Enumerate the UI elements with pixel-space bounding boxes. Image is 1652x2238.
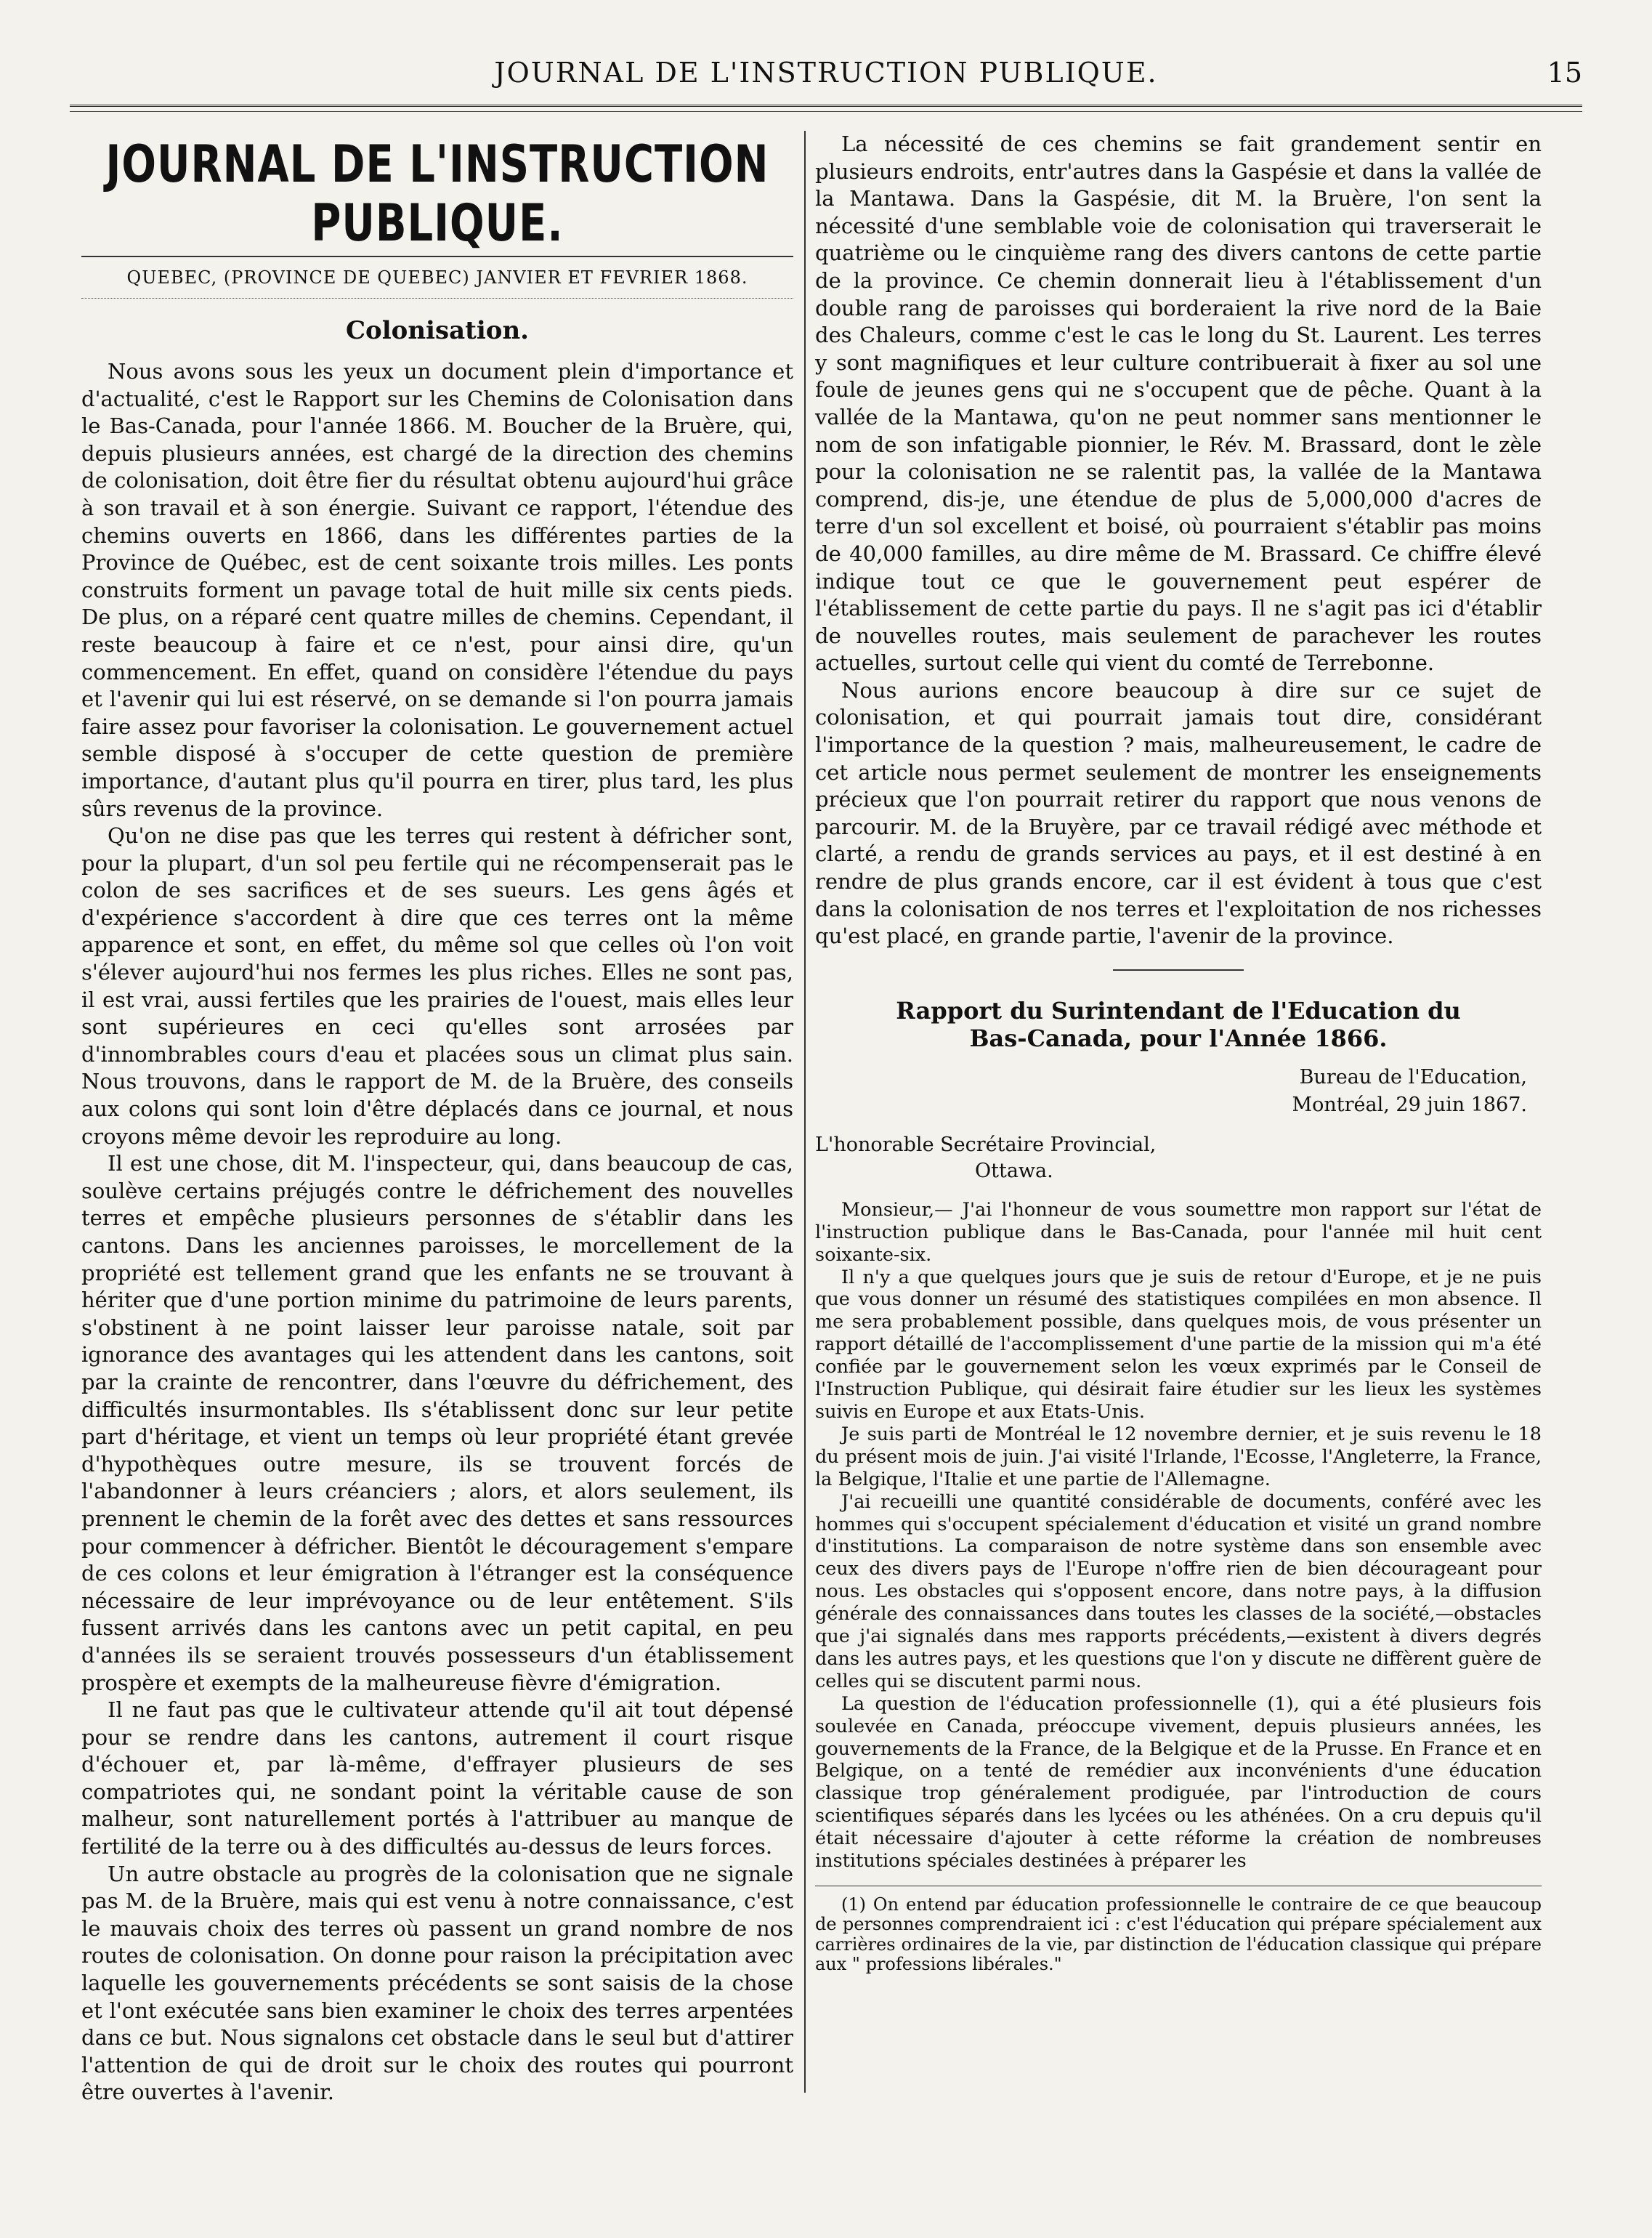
paragraph: Je suis parti de Montréal le 12 novembre dernier, et je suis revenu le 18 du présent mois de juin. J'ai visité l'Irlande, l'Ecosse, l'Angleterre, la France, la Belgique, l'Italie et une partie de l'Allemagne. bbox=[815, 1423, 1542, 1490]
paragraph: Il n'y a que quelques jours que je suis de retour d'Europe, et je ne puis que vous donner un résumé des statistiques compilées en mon absence. Il me sera probablement possible, dans quelques mois, de vous présenter un rapport détaillé de l'accomplissement d'une partie de la mission qui m'a été confiée par le gouvernement selon les vœux exprimés par le Conseil de l'Instruction Publique, qui désirait faire étudier sur les lieux les systèmes suivis en Europe et aux Etats-Unis. bbox=[815, 1266, 1542, 1423]
paragraph: Il ne faut pas que le cultivateur attende qu'il ait tout dépensé pour se rendre dans les cantons, autrement il court risque d'échouer et, par là-même, d'effrayer plusieurs de ses compatriotes qui, ne sondant point la véritable cause de son malheur, sont naturellement portés à l'attribuer au manque de fertilité de la terre ou à des difficultés au-dessus de leurs forces. bbox=[81, 1697, 793, 1859]
paragraph: Nous avons sous les yeux un document plein d'importance et d'actualité, c'est le Rapport sur les Chemins de Colonisation dans le Bas-Canada, pour l'année 1866. M. Boucher de la Bruère, qui, depuis plusieurs années, est chargé de la direction des chemins de colonisation, doit être fier du résultat obtenu aujourd'hui grâce à son travail et à son énergie. Suivant ce rapport, l'étendue des chemins ouverts en 1866, dans les différentes parties de la Province de Québec, est de cent soixante trois milles. Les ponts construits forment un pavage total de huit mille six cents pieds. De plus, on a réparé cent quatre milles de chemins. Cependant, il reste beaucoup à faire et ce n'est, pour ainsi dire, qu'un commencement. En effet, quand on considère l'étendue du pays et l'avenir qui lui est réservé, on se demande si l'on pourra jamais faire assez pour favoriser la colonisation. Le gouvernement actuel semble disposé à s'occuper de cette question de première importance, d'autant plus qu'il pourra en tirer, plus tard, les plus sûrs revenus de la province. bbox=[81, 359, 793, 821]
article-title-line: Rapport du Surintendant de l'Education du bbox=[896, 996, 1461, 1025]
running-header bbox=[70, 57, 1582, 100]
paragraph: Qu'on ne dise pas que les terres qui restent à défricher sont, pour la plupart, d'un sol peu fertile qui ne récompenserait pas le colon de ses sacrifices et de ses sueurs. Les gens âgés et d'expérience s'accordent à dire que ces terres ont la même apparence et sont, en effet, du même sol que celles où l'on voit s'élever aujourd'hui nos fermes les plus riches. Elles ne sont pas, il est vrai, aussi fertiles que les prairies de l'ouest, mais elles leur sont supérieures en ceci qu'elles sont arrosées par d'innombrables cours d'eau et placées sous un climat plus sain. Nous trouvons, dans le rapport de M. de la Bruère, des conseils aux colons qui sont loin d'être déplacés dans ce journal, et nous croyons même devoir les reproduire au long. bbox=[81, 823, 793, 1149]
article-end-rule bbox=[1113, 969, 1244, 971]
paragraph: Nous aurions encore beaucoup à dire sur ce sujet de colonisation, et qui pourrait jamais tout dire, considérant l'importance de la question ? mais, malheureusement, le cadre de cet article nous permet seulement de montrer les enseignements précieux que l'on pourrait retirer du rapport que nous venons de parcourir. M. de la Bruyère, par ce travail rédigé avec méthode et clarté, a rendu de grands services au pays, et il est destiné à en rendre de plus grands encore, car il est évident à tous que c'est dans la colonisation de nos terres et l'exploitation de nos richesses qu'est placé, en grande partie, l'avenir de la province. bbox=[815, 677, 1542, 949]
paragraph: Un autre obstacle au progrès de la colonisation que ne signale pas M. de la Bruère, mais qui est venu à notre connaissance, c'est le mauvais choix des terres où passent un grand nombre de nos routes de colonisation. On donne pour raison la précipitation avec laquelle les gouvernements précédents se sont saisis de la chose et l'ont exécutée sans bien examiner le choix des terres arpentées dans ce but. Nous signalons cet obstacle dans le seul but d'attirer l'attention de qui de droit sur le choix des routes qui pourront être ouvertes à l'avenir. bbox=[81, 1861, 793, 2105]
letter-office: Bureau de l'Education, bbox=[1299, 1065, 1527, 1088]
dateline-rule bbox=[81, 298, 793, 299]
left-column bbox=[81, 131, 793, 2106]
running-title: JOURNAL DE L'INSTRUCTION PUBLIQUE. bbox=[494, 57, 1158, 89]
article-title-rapport bbox=[815, 997, 1542, 1052]
paragraph: La nécessité de ces chemins se fait grandement sentir en plusieurs endroits, entr'autres dans la Gaspésie et dans la vallée de la Mantawa. Dans la Gaspésie, dit M. la Bruère, l'on sent la nécessité d'une semblable voie de colonisation qui traverserait le quatrième ou le cinquième rang des divers cantons de cette partie de la province. Ce chemin donnerait lieu à l'établissement d'un double rang de paroisses qui borderaient la rive nord de la Baie des Chaleurs, comme c'est le cas le long du St. Laurent. Les terres y sont magnifiques et leur culture contribuerait à fixer au sol une foule de jeunes gens qui ne s'occupent que de pêche. Quant à la vallée de la Mantawa, qu'on ne peut nommer sans mentionner le nom de son infatigable pionnier, le Rév. M. Brassard, dont le zèle pour la colonisation ne se ralentit pas, la vallée de la Mantawa comprend, dis-je, une étendue de plus de 5,000,000 d'acres de terre d'un sol excellent et boisé, où pourraient s'établir pas moins de 40,000 familles, au dire même de M. Brassard. Ce chiffre élevé indique tout ce que le gouvernement peut espérer de l'établissement de cette partie du pays. Il ne s'agit pas ici d'établir de nouvelles routes, mais seulement de parachever les routes actuelles, surtout celle qui vient du comté de Terrebonne. bbox=[815, 132, 1542, 676]
letter-city: Ottawa. bbox=[975, 1159, 1053, 1182]
letter-heading bbox=[815, 1064, 1542, 1119]
letter-addressee: L'honorable Secrétaire Provincial, bbox=[815, 1133, 1157, 1156]
right-column bbox=[815, 131, 1542, 1975]
dateline: QUEBEC, (PROVINCE DE QUEBEC) JANVIER ET FEVRIER 1868. bbox=[81, 256, 793, 288]
masthead-title: JOURNAL DE L'INSTRUCTION PUBLIQUE. bbox=[105, 135, 769, 254]
paragraph: La question de l'éducation professionnelle (1), qui a été plusieurs fois soulevée en Canada, préoccupe vivement, depuis plusieurs années, les gouvernements de la France, de la Belgique et de la Prusse. En France et en Belgique, on a tenté de remédier aux inconvénients d'une éducation classique trop généralement prodiguée, par l'introduction de cours scientifiques séparés dans les lycées ou les athénées. On a cru depuis qu'il était nécessaire d'ajouter à cette réforme la création de nombreuses institutions spéciales destinées à préparer les bbox=[815, 1692, 1542, 1873]
letter-place-date: Montréal, 29 juin 1867. bbox=[1292, 1093, 1527, 1116]
header-rule bbox=[70, 105, 1582, 112]
letter-address bbox=[815, 1132, 1542, 1184]
paragraph: Monsieur,— J'ai l'honneur de vous soumettre mon rapport sur l'état de l'instruction publique dans le Bas-Canada, pour l'année mil huit cent soixante-six. bbox=[815, 1198, 1542, 1266]
paragraph: Il est une chose, dit M. l'inspecteur, qui, dans beaucoup de cas, soulève certains préjugés contre le défrichement des nouvelles terres et empêche plusieurs personnes de s'établir dans les cantons. Dans les anciennes paroisses, le morcellement de la propriété est tellement grand que les enfants ne se trouvant à hériter que d'une portion minime du patrimoine de leurs parents, s'obstinent à ne point laisser leur paroisse natale, soit par ignorance des avantages qui les attendent dans les cantons, soit par la crainte de rencontrer, dans l'œuvre du défrichement, des difficultés insurmontables. Ils s'établissent donc sur leur petite part d'héritage, et vient un temps où leur propriété étant grevée d'hypothèques outre mesure, ils se trouvent forcés de l'abandonner à leurs créanciers ; alors, et alors seulement, ils prennent le chemin de la forêt avec des dettes et sans ressources pour commencer à défricher. Bientôt le découragement s'empare de ces colons et leur émigration à l'étranger est la conséquence nécessaire de leur imprévoyance ou de leur entêtement. S'ils fussent arrivés dans les cantons avec un petit capital, en peu d'années ils se seraient trouvés possesseurs d'un établissement prospère et exempts de la malheureuse fièvre d'émigration. bbox=[81, 1151, 793, 1695]
paragraph: J'ai recueilli une quantité considérable de documents, conféré avec les hommes qui s'occupent spécialement d'éducation et visité un grand nombre d'institutions. La comparaison de notre système dans son ensemble avec ceux des divers pays de l'Europe n'offre rien de bien décourageant pour nous. Les obstacles qui s'opposent encore, dans notre pays, à la diffusion générale des connaissances dans toutes les classes de la société,—obstacles que j'ai signalés dans mes rapports précédents,—existent à divers degrés dans les autres pays, et les questions que l'on y discute ne diffèrent guère de celles qui se discutent parmi nous. bbox=[815, 1490, 1542, 1692]
article-title-line: Bas-Canada, pour l'Année 1866. bbox=[969, 1024, 1388, 1052]
footnote: (1) On entend par éducation professionnelle le contraire de ce que beaucoup de personnes comprendraient ici : c'est l'éducation qui prépare spécialement aux carrières ordinaires de la vie, par distinction de l'éducation classique qui prépare aux " professions libérales." bbox=[815, 1894, 1542, 1975]
section-title-colonisation: Colonisation. bbox=[346, 316, 529, 345]
page-number: 15 bbox=[1547, 57, 1582, 89]
column-divider bbox=[804, 131, 806, 2093]
